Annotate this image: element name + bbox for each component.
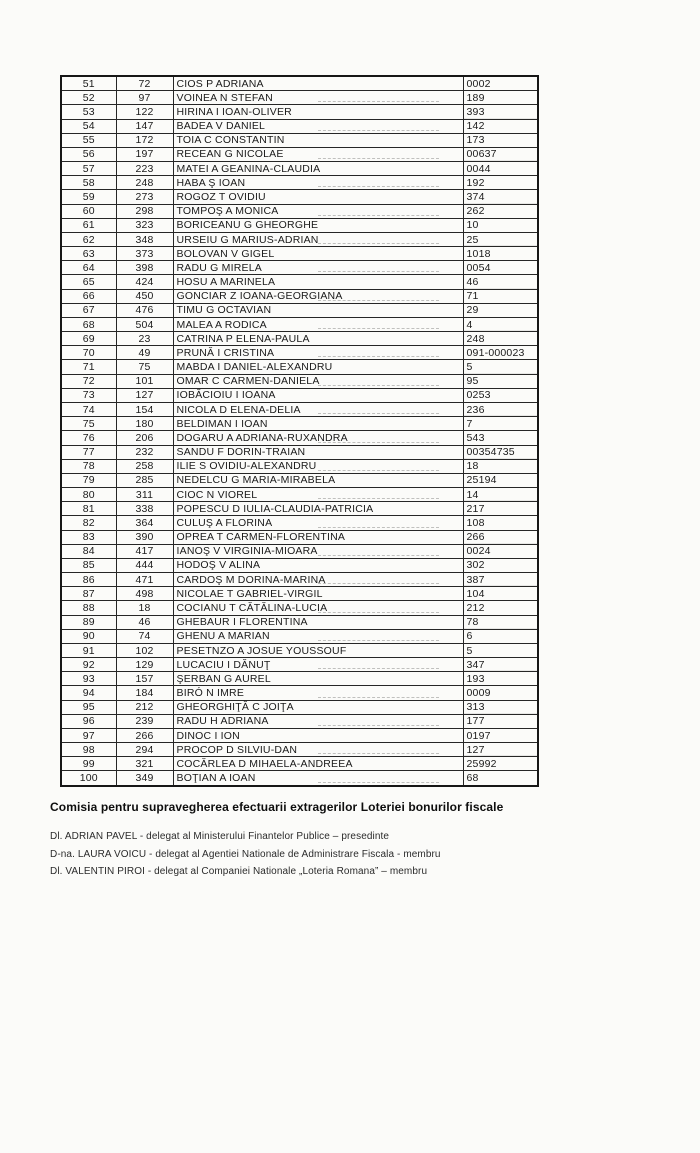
- table-row: [61, 558, 538, 572]
- table-row: [61, 218, 538, 232]
- row-number-cell: 61: [61, 218, 116, 232]
- winner-name-cell: PROCOP D SILVIU-DAN: [173, 743, 463, 757]
- code-cell: 18: [463, 459, 538, 473]
- table-row: [61, 275, 538, 289]
- sequence-number-cell: 417: [116, 544, 173, 558]
- winner-name-cell: GHENU A MARIAN: [173, 629, 463, 643]
- table-row: [61, 232, 538, 246]
- winner-name-cell: COCĂRLEA D MIHAELA-ANDREEA: [173, 757, 463, 771]
- winner-name-cell: HOSU A MARINELA: [173, 275, 463, 289]
- code-cell: 0024: [463, 544, 538, 558]
- sequence-number-cell: 348: [116, 232, 173, 246]
- code-cell: 127: [463, 743, 538, 757]
- sequence-number-cell: 311: [116, 488, 173, 502]
- sequence-number-cell: 444: [116, 558, 173, 572]
- winner-name-cell: BADEA V DANIEL: [173, 119, 463, 133]
- row-number-cell: 64: [61, 261, 116, 275]
- table-row: [61, 133, 538, 147]
- sequence-number-cell: 180: [116, 417, 173, 431]
- sequence-number-cell: 373: [116, 247, 173, 261]
- sequence-number-cell: 157: [116, 672, 173, 686]
- sequence-number-cell: 172: [116, 133, 173, 147]
- sequence-number-cell: 273: [116, 190, 173, 204]
- sequence-number-cell: 46: [116, 615, 173, 629]
- winner-name-cell: GHEORGHIŢĂ C JOIŢA: [173, 700, 463, 714]
- table-row: [61, 147, 538, 161]
- winner-name-cell: CATRINA P ELENA-PAULA: [173, 332, 463, 346]
- winner-name-cell: POPESCU D IULIA-CLAUDIA-PATRICIA: [173, 502, 463, 516]
- row-number-cell: 51: [61, 76, 116, 91]
- winner-name-cell: RADU H ADRIANA: [173, 714, 463, 728]
- winner-name-cell: MATEI A GEANINA-CLAUDIA: [173, 162, 463, 176]
- table-row: [61, 431, 538, 445]
- winner-name-cell: RECEAN G NICOLAE: [173, 147, 463, 161]
- sequence-number-cell: 223: [116, 162, 173, 176]
- row-number-cell: 89: [61, 615, 116, 629]
- winner-name-cell: OPREA T CARMEN-FLORENTINA: [173, 530, 463, 544]
- winner-name-cell: URSEIU G MARIUS-ADRIAN: [173, 232, 463, 246]
- sequence-number-cell: 122: [116, 105, 173, 119]
- winner-name-cell: TOMPOŞ A MONICA: [173, 204, 463, 218]
- table-row: [61, 119, 538, 133]
- row-number-cell: 59: [61, 190, 116, 204]
- code-cell: 0054: [463, 261, 538, 275]
- commission-member-line: D-na. LAURA VOICU - delegat al Agentiei Nationale de Administrare Fiscala - membru: [50, 848, 441, 860]
- sequence-number-cell: 285: [116, 473, 173, 487]
- winner-name-cell: BOŢIAN A IOAN: [173, 771, 463, 786]
- winner-name-cell: BOLOVAN V GIGEL: [173, 247, 463, 261]
- code-cell: 091-000023: [463, 346, 538, 360]
- table-row: [61, 261, 538, 275]
- row-number-cell: 98: [61, 743, 116, 757]
- sequence-number-cell: 184: [116, 686, 173, 700]
- winner-name-cell: BIRÓ N IMRE: [173, 686, 463, 700]
- winner-name-cell: NEDELCU G MARIA-MIRABELA: [173, 473, 463, 487]
- code-cell: 248: [463, 332, 538, 346]
- table-row: [61, 473, 538, 487]
- row-number-cell: 52: [61, 91, 116, 105]
- winner-name-cell: TOIA C CONSTANTIN: [173, 133, 463, 147]
- code-cell: 142: [463, 119, 538, 133]
- table-row: [61, 445, 538, 459]
- row-number-cell: 65: [61, 275, 116, 289]
- sequence-number-cell: 338: [116, 502, 173, 516]
- code-cell: 95: [463, 374, 538, 388]
- sequence-number-cell: 97: [116, 91, 173, 105]
- sequence-number-cell: 154: [116, 403, 173, 417]
- row-number-cell: 95: [61, 700, 116, 714]
- table-row: [61, 686, 538, 700]
- code-cell: 302: [463, 558, 538, 572]
- sequence-number-cell: 398: [116, 261, 173, 275]
- table-row: [61, 76, 538, 91]
- table-row: [61, 303, 538, 317]
- row-number-cell: 85: [61, 558, 116, 572]
- winner-name-cell: SANDU F DORIN-TRAIAN: [173, 445, 463, 459]
- table-row: [61, 317, 538, 331]
- table-row: [61, 388, 538, 402]
- winner-name-cell: VOINEA N STEFAN: [173, 91, 463, 105]
- row-number-cell: 81: [61, 502, 116, 516]
- winner-name-cell: BORICEANU G GHEORGHE: [173, 218, 463, 232]
- code-cell: 71: [463, 289, 538, 303]
- winner-name-cell: DINOC I ION: [173, 728, 463, 742]
- table-row: [61, 488, 538, 502]
- commission-member-line: Dl. VALENTIN PIROI - delegat al Companiei Nationale „Loteria Romana” – membru: [50, 866, 428, 877]
- row-number-cell: 93: [61, 672, 116, 686]
- sequence-number-cell: 498: [116, 587, 173, 601]
- row-number-cell: 77: [61, 445, 116, 459]
- winner-name-cell: MABDA I DANIEL-ALEXANDRU: [173, 360, 463, 374]
- table-row: [61, 714, 538, 728]
- table-row: [61, 332, 538, 346]
- row-number-cell: 63: [61, 247, 116, 261]
- sequence-number-cell: 476: [116, 303, 173, 317]
- sequence-number-cell: 232: [116, 445, 173, 459]
- winner-name-cell: CIOS P ADRIANA: [173, 76, 463, 91]
- code-cell: 212: [463, 601, 538, 615]
- row-number-cell: 97: [61, 728, 116, 742]
- table-row: [61, 743, 538, 757]
- table-row: [61, 417, 538, 431]
- sequence-number-cell: 424: [116, 275, 173, 289]
- row-number-cell: 87: [61, 587, 116, 601]
- code-cell: 29: [463, 303, 538, 317]
- winner-name-cell: CULUŞ A FLORINA: [173, 516, 463, 530]
- table-row: [61, 601, 538, 615]
- row-number-cell: 53: [61, 105, 116, 119]
- code-cell: 0002: [463, 76, 538, 91]
- code-cell: 25992: [463, 757, 538, 771]
- code-cell: 0197: [463, 728, 538, 742]
- sequence-number-cell: 197: [116, 147, 173, 161]
- winner-name-cell: MALEA A RODICA: [173, 317, 463, 331]
- row-number-cell: 100: [61, 771, 116, 786]
- sequence-number-cell: 101: [116, 374, 173, 388]
- code-cell: 543: [463, 431, 538, 445]
- code-cell: 313: [463, 700, 538, 714]
- table-row: [61, 91, 538, 105]
- row-number-cell: 67: [61, 303, 116, 317]
- table-row: [61, 289, 538, 303]
- table-row: [61, 573, 538, 587]
- row-number-cell: 58: [61, 176, 116, 190]
- winner-name-cell: NICOLAE T GABRIEL-VIRGIL: [173, 587, 463, 601]
- row-number-cell: 73: [61, 388, 116, 402]
- winner-name-cell: OMAR C CARMEN-DANIELA: [173, 374, 463, 388]
- winner-name-cell: COCIANU T CĂTĂLINA-LUCIA: [173, 601, 463, 615]
- code-cell: 347: [463, 658, 538, 672]
- commission-heading: Comisia pentru supravegherea efectuarii extragerilor Loteriei bonurilor fiscale: [50, 800, 504, 814]
- table-row: [61, 105, 538, 119]
- table-row: [61, 346, 538, 360]
- code-cell: 177: [463, 714, 538, 728]
- winner-name-cell: DOGARU A ADRIANA-RUXANDRA: [173, 431, 463, 445]
- row-number-cell: 84: [61, 544, 116, 558]
- row-number-cell: 80: [61, 488, 116, 502]
- table-row: [61, 459, 538, 473]
- winner-name-cell: IOBĂCIOIU I IOANA: [173, 388, 463, 402]
- code-cell: 393: [463, 105, 538, 119]
- winner-name-cell: NICOLA D ELENA-DELIA: [173, 403, 463, 417]
- sequence-number-cell: 102: [116, 643, 173, 657]
- sequence-number-cell: 75: [116, 360, 173, 374]
- table-row: [61, 629, 538, 643]
- table-row: [61, 403, 538, 417]
- table-row: [61, 502, 538, 516]
- row-number-cell: 86: [61, 573, 116, 587]
- winners-table: [60, 75, 539, 787]
- code-cell: 217: [463, 502, 538, 516]
- sequence-number-cell: 321: [116, 757, 173, 771]
- sequence-number-cell: 72: [116, 76, 173, 91]
- sequence-number-cell: 298: [116, 204, 173, 218]
- table-row: [61, 615, 538, 629]
- code-cell: 00637: [463, 147, 538, 161]
- winner-name-cell: HIRINA I IOAN-OLIVER: [173, 105, 463, 119]
- row-number-cell: 82: [61, 516, 116, 530]
- code-cell: 1018: [463, 247, 538, 261]
- code-cell: 236: [463, 403, 538, 417]
- row-number-cell: 76: [61, 431, 116, 445]
- code-cell: 4: [463, 317, 538, 331]
- row-number-cell: 62: [61, 232, 116, 246]
- winner-name-cell: HABA Ş IOAN: [173, 176, 463, 190]
- winner-name-cell: ILIE S OVIDIU-ALEXANDRU: [173, 459, 463, 473]
- sequence-number-cell: 49: [116, 346, 173, 360]
- row-number-cell: 56: [61, 147, 116, 161]
- code-cell: 00354735: [463, 445, 538, 459]
- code-cell: 173: [463, 133, 538, 147]
- row-number-cell: 79: [61, 473, 116, 487]
- row-number-cell: 54: [61, 119, 116, 133]
- sequence-number-cell: 390: [116, 530, 173, 544]
- row-number-cell: 69: [61, 332, 116, 346]
- code-cell: 25: [463, 232, 538, 246]
- sequence-number-cell: 450: [116, 289, 173, 303]
- row-number-cell: 83: [61, 530, 116, 544]
- row-number-cell: 91: [61, 643, 116, 657]
- code-cell: 266: [463, 530, 538, 544]
- table-row: [61, 544, 538, 558]
- commission-member-line: Dl. ADRIAN PAVEL - delegat al Ministerului Finantelor Publice – presedinte: [50, 831, 390, 842]
- row-number-cell: 78: [61, 459, 116, 473]
- code-cell: 14: [463, 488, 538, 502]
- sequence-number-cell: 129: [116, 658, 173, 672]
- row-number-cell: 92: [61, 658, 116, 672]
- row-number-cell: 55: [61, 133, 116, 147]
- row-number-cell: 60: [61, 204, 116, 218]
- code-cell: 104: [463, 587, 538, 601]
- winner-name-cell: CARDOŞ M DORINA-MARINA: [173, 573, 463, 587]
- table-row: [61, 176, 538, 190]
- code-cell: 25194: [463, 473, 538, 487]
- row-number-cell: 68: [61, 317, 116, 331]
- sequence-number-cell: 206: [116, 431, 173, 445]
- row-number-cell: 90: [61, 629, 116, 643]
- code-cell: 5: [463, 643, 538, 657]
- code-cell: 46: [463, 275, 538, 289]
- table-row: [61, 643, 538, 657]
- table-row: [61, 700, 538, 714]
- table-row: [61, 516, 538, 530]
- table-row: [61, 771, 538, 786]
- sequence-number-cell: 294: [116, 743, 173, 757]
- table-row: [61, 247, 538, 261]
- code-cell: 262: [463, 204, 538, 218]
- table-row: [61, 204, 538, 218]
- row-number-cell: 57: [61, 162, 116, 176]
- winner-name-cell: PRUNĂ I CRISTINA: [173, 346, 463, 360]
- sequence-number-cell: 239: [116, 714, 173, 728]
- code-cell: 108: [463, 516, 538, 530]
- winner-name-cell: PESETNZO A JOSUE YOUSSOUF: [173, 643, 463, 657]
- sequence-number-cell: 471: [116, 573, 173, 587]
- table-row: [61, 658, 538, 672]
- commission-members-list: [50, 828, 670, 881]
- sequence-number-cell: 258: [116, 459, 173, 473]
- sequence-number-cell: 23: [116, 332, 173, 346]
- code-cell: 10: [463, 218, 538, 232]
- row-number-cell: 94: [61, 686, 116, 700]
- sequence-number-cell: 266: [116, 728, 173, 742]
- code-cell: 68: [463, 771, 538, 786]
- winners-table-body: [61, 76, 538, 786]
- row-number-cell: 88: [61, 601, 116, 615]
- code-cell: 0009: [463, 686, 538, 700]
- winner-name-cell: IANOŞ V VIRGINIA-MIOARA: [173, 544, 463, 558]
- sequence-number-cell: 74: [116, 629, 173, 643]
- table-row: [61, 587, 538, 601]
- row-number-cell: 66: [61, 289, 116, 303]
- sequence-number-cell: 18: [116, 601, 173, 615]
- winner-name-cell: ŞERBAN G AUREL: [173, 672, 463, 686]
- table-row: [61, 728, 538, 742]
- table-row: [61, 672, 538, 686]
- code-cell: 189: [463, 91, 538, 105]
- winner-name-cell: HODOŞ V ALINA: [173, 558, 463, 572]
- code-cell: 78: [463, 615, 538, 629]
- winner-name-cell: LUCACIU I DĂNUŢ: [173, 658, 463, 672]
- winner-name-cell: GHEBAUR I FLORENTINA: [173, 615, 463, 629]
- row-number-cell: 74: [61, 403, 116, 417]
- table-row: [61, 190, 538, 204]
- code-cell: 192: [463, 176, 538, 190]
- sequence-number-cell: 504: [116, 317, 173, 331]
- row-number-cell: 72: [61, 374, 116, 388]
- winner-name-cell: TIMU G OCTAVIAN: [173, 303, 463, 317]
- code-cell: 193: [463, 672, 538, 686]
- row-number-cell: 71: [61, 360, 116, 374]
- row-number-cell: 96: [61, 714, 116, 728]
- code-cell: 374: [463, 190, 538, 204]
- code-cell: 0253: [463, 388, 538, 402]
- sequence-number-cell: 248: [116, 176, 173, 190]
- row-number-cell: 75: [61, 417, 116, 431]
- table-row: [61, 530, 538, 544]
- table-row: [61, 360, 538, 374]
- winner-name-cell: GONCIAR Z IOANA-GEORGIANA: [173, 289, 463, 303]
- row-number-cell: 70: [61, 346, 116, 360]
- sequence-number-cell: 127: [116, 388, 173, 402]
- code-cell: 5: [463, 360, 538, 374]
- winner-name-cell: RADU G MIRELA: [173, 261, 463, 275]
- code-cell: 7: [463, 417, 538, 431]
- winner-name-cell: BELDIMAN I IOAN: [173, 417, 463, 431]
- table-row: [61, 162, 538, 176]
- sequence-number-cell: 323: [116, 218, 173, 232]
- sequence-number-cell: 364: [116, 516, 173, 530]
- sequence-number-cell: 147: [116, 119, 173, 133]
- winner-name-cell: CIOC N VIOREL: [173, 488, 463, 502]
- row-number-cell: 99: [61, 757, 116, 771]
- winner-name-cell: ROGOZ T OVIDIU: [173, 190, 463, 204]
- table-row: [61, 757, 538, 771]
- code-cell: 6: [463, 629, 538, 643]
- table-row: [61, 374, 538, 388]
- sequence-number-cell: 349: [116, 771, 173, 786]
- code-cell: 0044: [463, 162, 538, 176]
- sequence-number-cell: 212: [116, 700, 173, 714]
- code-cell: 387: [463, 573, 538, 587]
